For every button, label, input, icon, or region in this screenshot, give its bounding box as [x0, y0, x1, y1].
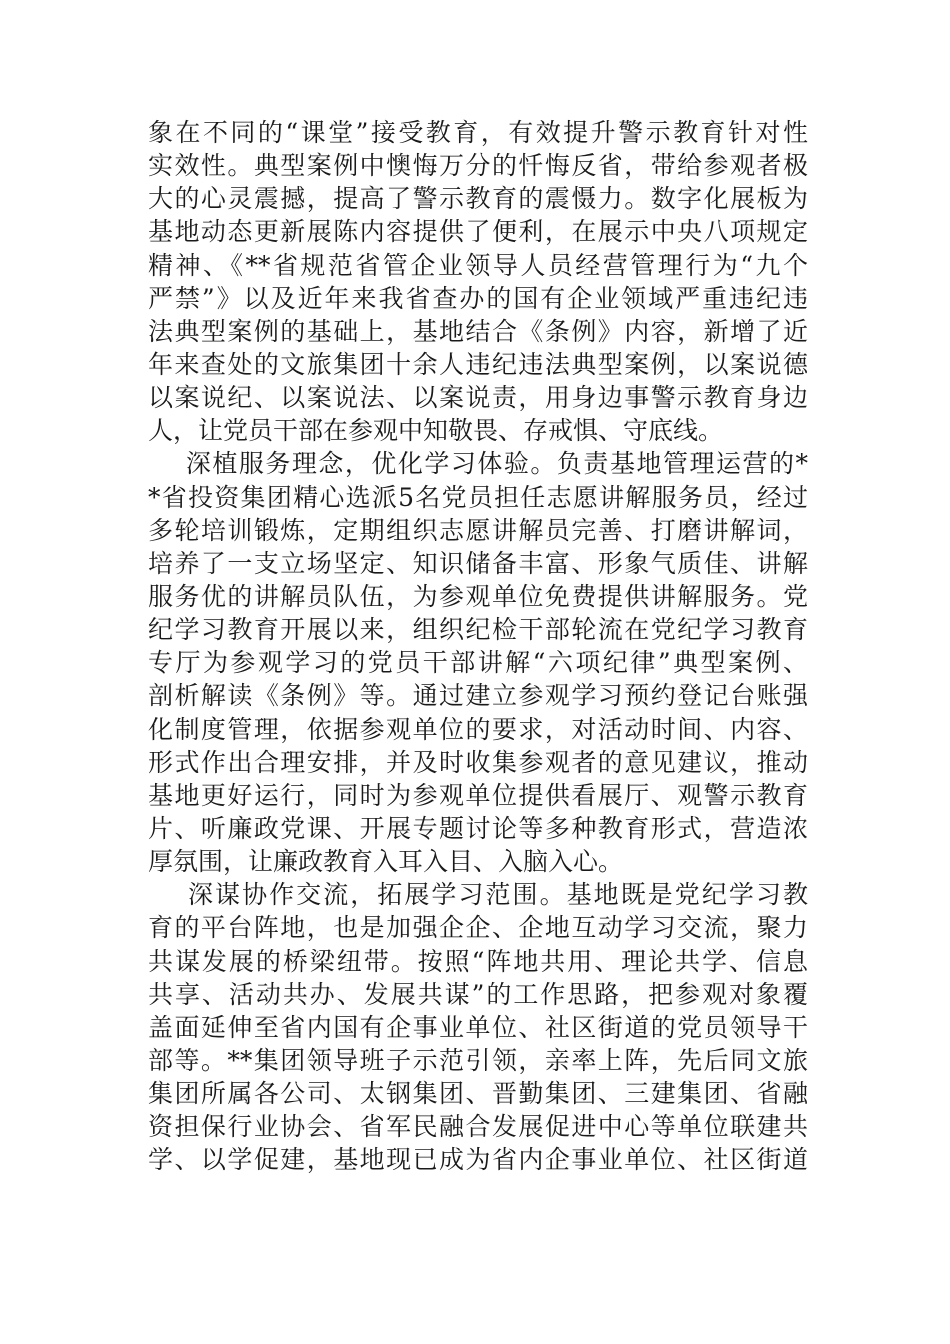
text-line: 精神、《**省规范省管企业领导人员经营管理行为“九个	[148, 250, 808, 280]
text-line: 服务优的讲解员队伍，为参观单位免费提供讲解服务。党	[148, 581, 808, 611]
text-line: 共享、活动共办、发展共谋”的工作思路，把参观对象覆	[148, 979, 808, 1009]
text-line: 基地更好运行，同时为参观单位提供看展厅、观警示教育	[148, 780, 808, 810]
document-body	[148, 116, 808, 1177]
text-line: 象在不同的“课堂”接受教育，有效提升警示教育针对性	[148, 118, 808, 147]
text-line: 大的心灵震撼，提高了警示教育的震慑力。数字化展板为	[148, 184, 808, 214]
text-line: 基地动态更新展陈内容提供了便利，在展示中央八项规定	[148, 217, 808, 247]
paragraph-service-concept	[148, 447, 808, 878]
text-line: 深谋协作交流，拓展学习范围。基地既是党纪学习教	[148, 880, 808, 910]
text-line: 共谋发展的桥梁纽带。按照“阵地共用、理论共学、信息	[148, 946, 808, 976]
text-line: 化制度管理，依据参观单位的要求，对活动时间、内容、	[148, 714, 808, 744]
text-line: 育的平台阵地，也是加强企企、企地互动学习交流，聚力	[148, 913, 808, 943]
text-line: 培养了一支立场坚定、知识储备丰富、形象气质佳、讲解	[148, 548, 808, 578]
text-line: 年来查处的文旅集团十余人违纪违法典型案例，以案说德	[148, 349, 808, 379]
text-line: 实效性。典型案例中懊悔万分的忏悔反省，带给参观者极	[148, 151, 808, 181]
paragraph-cooperation-exchange	[148, 878, 808, 1176]
text-line: 纪学习教育开展以来，组织纪检干部轮流在党纪学习教育	[148, 615, 808, 645]
text-line: 人，让党员干部在参观中知敬畏、存戒惧、守底线。	[148, 416, 724, 446]
text-line: 集团所属各公司、太钢集团、晋勤集团、三建集团、省融	[148, 1079, 808, 1109]
text-line: 厚氛围，让廉政教育入耳入目、入脑入心。	[148, 847, 624, 877]
text-line: 以案说纪、以案说法、以案说责，用身边事警示教育身边	[148, 383, 808, 413]
text-line: 专厅为参观学习的党员干部讲解“六项纪律”典型案例、	[148, 648, 808, 678]
text-line: 资担保行业协会、省军民融合发展促进中心等单位联建共	[148, 1112, 808, 1142]
text-line: 法典型案例的基础上，基地结合《条例》内容，新增了近	[148, 316, 808, 346]
text-line: 剖析解读《条例》等。通过建立参观学习预约登记台账强	[148, 681, 808, 711]
text-line: 片、听廉政党课、开展专题讨论等多种教育形式，营造浓	[148, 813, 808, 843]
text-line: 盖面延伸至省内国有企事业单位、社区街道的党员领导干	[148, 1012, 808, 1042]
text-line: 严禁”》以及近年来我省查办的国有企业领域严重违纪违	[148, 283, 808, 313]
text-line: 深植服务理念，优化学习体验。负责基地管理运营的*	[148, 449, 808, 479]
paragraph-warning-education	[148, 116, 808, 447]
text-line: 学、以学促建，基地现已成为省内企事业单位、社区街道	[148, 1145, 808, 1175]
text-line: 多轮培训锻炼，定期组织志愿讲解员完善、打磨讲解词，	[148, 515, 808, 545]
text-line: 部等。**集团领导班子示范引领，亲率上阵，先后同文旅	[148, 1045, 808, 1075]
text-line: 形式作出合理安排，并及时收集参观者的意见建议，推动	[148, 747, 808, 777]
text-line: *省投资集团精心选派5名党员担任志愿讲解服务员，经过	[148, 482, 808, 512]
